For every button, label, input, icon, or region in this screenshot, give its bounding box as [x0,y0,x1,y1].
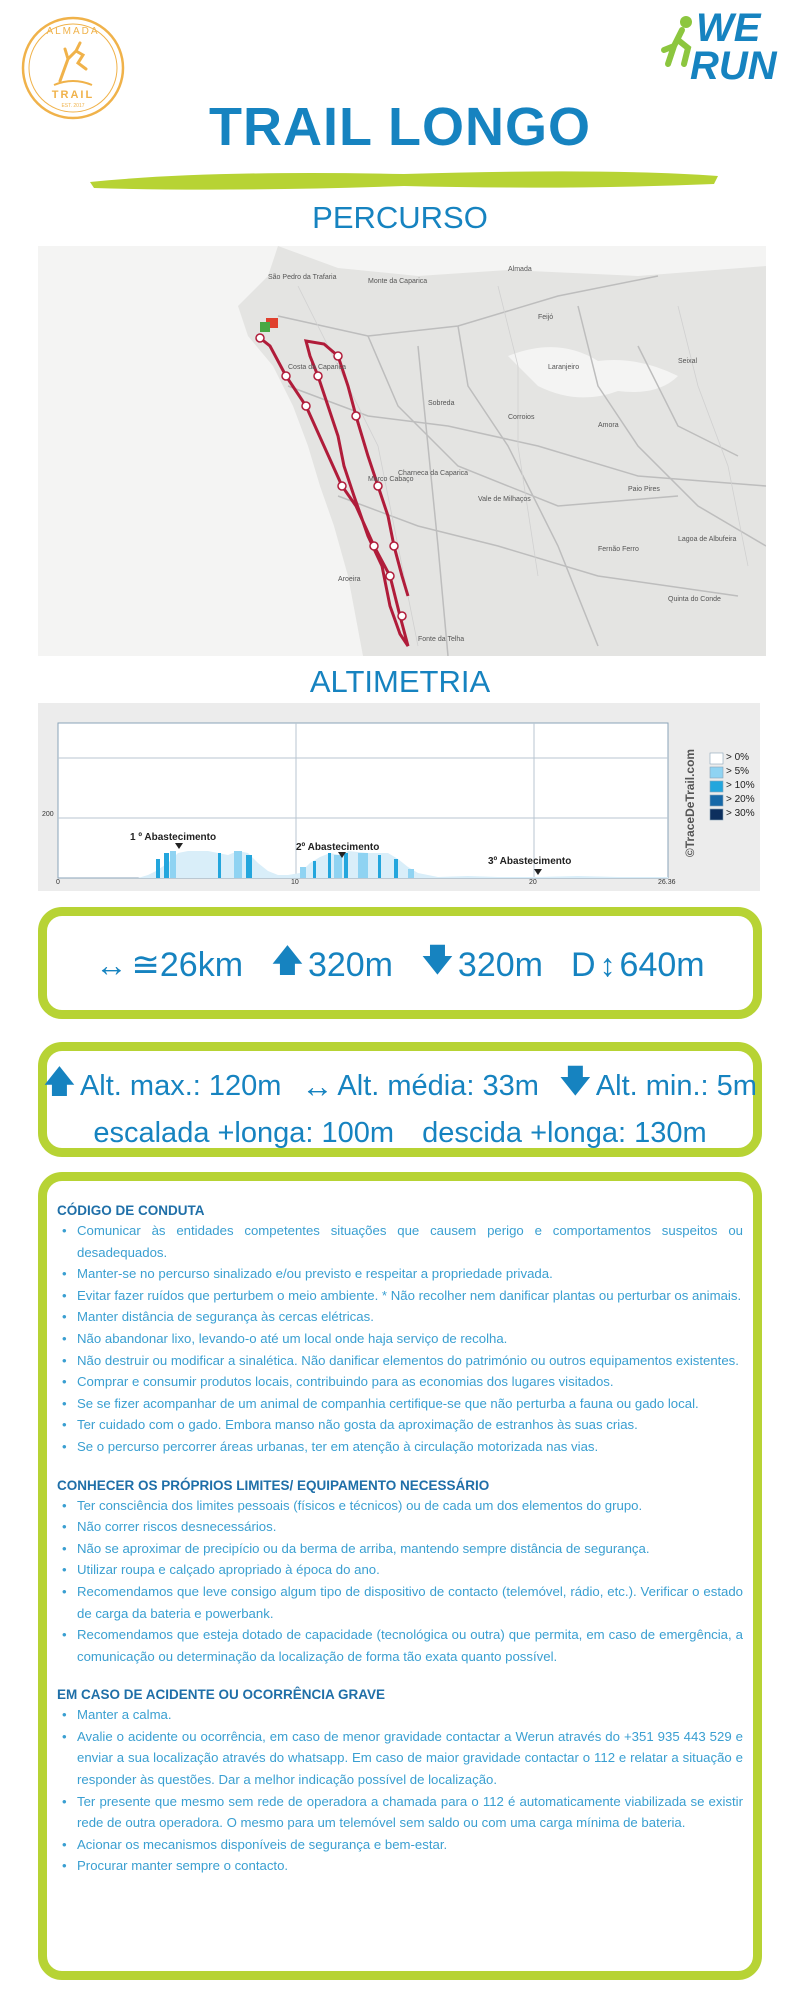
x-tick-label: 20 [529,879,537,886]
list-item: • Ter cuidado com o gado. Embora manso não gosta da aproximação de estranhos às suas crias. [57,1414,743,1436]
horizontal-arrow-icon: ↔ [95,946,128,983]
x-tick-label: 10 [291,879,299,886]
aid-station-1-label: 1 º Abastecimento [130,832,217,843]
altitude-stats-line [43,1059,757,1113]
list-item: • Se se fizer acompanhar de um animal de companhia certifique-se que não perturba a fauna ou gado local. [57,1393,743,1415]
altimetry-section-title: ALTIMETRIA [309,664,491,699]
page-title: TRAIL LONGO [209,97,591,157]
map-label: Almada [508,266,532,273]
map-label: Costa da Caparica [288,364,346,371]
map-label: Amora [598,422,619,429]
rules-box [38,1172,762,1980]
list-item: • Não abandonar lixo, levando-o até um local onde haja serviço de recolha. [57,1328,743,1350]
rules-list [57,1220,743,1458]
elevation-chart [38,703,760,891]
map-label: Fernão Ferro [598,546,639,553]
map-label: Vale de Milhaços [478,496,531,503]
alt-mean-stat [301,1068,538,1105]
longest-segments-line [47,1117,753,1150]
alt-max-value: Alt. max.: 120m [79,1069,282,1102]
list-item: • Se o percurso percorrer áreas urbanas, ter em atenção à circulação motorizada nas vias. [57,1436,743,1458]
longest-climb-stat: escalada +longa: 100m [93,1117,395,1149]
route-stats-line [47,938,753,992]
alt-max-stat [43,1059,281,1113]
map-label: Lagoa de Albufeira [678,536,737,543]
almada-logo-top-text: ALMADA [46,26,100,37]
x-tick-label: 26.36 [658,879,676,886]
alt-mean-value: Alt. média: 33m [337,1069,539,1102]
elevation-profile [38,703,760,891]
list-item: • Não destruir ou modificar a sinalética. Não danificar elementos do património ou outros equipamentos existentes. [57,1350,743,1372]
aid-station-3-label: 3º Abastecimento [488,856,572,867]
total-elevation-stat [571,946,705,985]
list-item: • Acionar os mecanismos disponíveis de segurança e bem-estar. [57,1834,743,1856]
map-label: Marco Cabaço [368,476,414,483]
altitude-stats-box [38,1042,762,1157]
legend-label: > 0% [726,752,750,763]
total-value: 640m [619,945,705,984]
ascent-value: 320m [307,945,393,984]
total-prefix: D [570,945,596,984]
map-label: Fonte da Telha [418,636,465,643]
map-label: Seixal [678,358,698,365]
map-label: Monte da Caparica [368,278,428,285]
legend-label: > 5% [726,766,750,777]
list-item: • Recomendamos que esteja dotado de capacidade (tecnológica ou outra) que permita, em caso de emergência, a comunicação ou determinação da localização de forma tão exata quanto possível. [57,1624,743,1667]
distance-value: ≅26km [131,946,244,984]
list-item: • Utilizar roupa e calçado apropriado à época do ano. [57,1559,743,1581]
almada-logo-bottom-text: TRAIL [51,89,95,101]
list-item: • Não se aproximar de precipício ou da berma de arriba, mantendo sempre distância de segurança. [57,1538,743,1560]
map-label: Sobreda [428,400,455,407]
alt-min-stat [559,1059,757,1113]
almada-logo-small-text: EST. 2017 [61,103,85,109]
werun-logo-run: RUN [690,44,777,88]
werun-logo [660,6,782,92]
list-item: • Comunicar às entidades competentes situações que causem perigo e comportamentos suspeitos ou desadequados. [57,1220,743,1263]
up-arrow-icon: 🡅 [271,942,304,978]
aid-station-2-label: 2º Abastecimento [296,842,380,853]
longest-descent-stat: descida +longa: 130m [422,1117,707,1149]
distance-stat [95,945,243,985]
list-item: • Não correr riscos desnecessários. [57,1516,743,1538]
list-item: • Evitar fazer ruídos que perturbem o meio ambiente. * Não recolher nem danificar plantas ou perturbar os animais. [57,1285,743,1307]
list-item: • Manter a calma. [57,1704,743,1726]
map-label: Corroios [508,414,535,421]
legend-label: > 30% [726,808,755,819]
list-item: • Manter distância de segurança às cercas elétricas. [57,1306,743,1328]
map-label: Laranjeiro [548,364,580,371]
list-item: • Avalie o acidente ou ocorrência, em caso de menor gravidade contactar a Werun através do +351 935 443 529 e enviar a sua localização através do whatsapp. Em caso de maior gravidade contactar o 112 e relatar a situação e responder às questões. Dar a melhor indicação possível de localização. [57,1726,743,1791]
vertical-arrow-icon: ↕ [599,946,616,983]
map-label: Quinta do Conde [668,596,721,603]
x-tick-label: 0 [56,879,60,886]
section-heading: EM CASO DE ACIDENTE OU OCORRÊNCIA GRAVE [57,1687,386,1703]
map-label: Aroeira [338,576,361,583]
list-item: • Ter consciência dos limites pessoais (físicos e técnicos) ou de cada um dos elementos do grupo. [57,1495,743,1517]
werun-logo-we: WE [696,6,761,50]
ascent-stat [271,938,393,992]
map-label: Paio Pires [628,486,660,493]
y-tick-label: 200 [42,811,54,818]
list-item: • Procurar manter sempre o contacto. [57,1855,743,1877]
route-map[interactable] [38,246,766,656]
route-section-title: PERCURSO [312,200,488,235]
down-arrow-icon: 🡇 [421,942,454,978]
descent-value: 320m [457,945,543,984]
rules-sections [57,1203,743,1877]
tracedetrail-watermark: ©TraceDeTrail.com [683,748,697,858]
list-item: • Comprar e consumir produtos locais, contribuindo para as economias dos lugares visitados. [57,1371,743,1393]
map-canvas [38,246,766,656]
map-label: São Pedro da Trafaria [268,274,337,281]
map-label: Charneca da Caparica [398,470,469,477]
section-heading: CÓDIGO DE CONDUTA [57,1203,205,1218]
rules-list [57,1495,743,1668]
horizontal-arrow-icon: ↔ [301,1067,334,1104]
legend-label: > 20% [726,794,755,805]
rules-list [57,1704,743,1877]
legend-label: > 10% [726,780,755,791]
title-underline-brush [88,166,720,192]
down-arrow-icon: 🡇 [558,1063,592,1099]
list-item: • Manter-se no percurso sinalizado e/ou previsto e respeitar a propriedade privada. [57,1263,743,1285]
list-item: • Ter presente que mesmo sem rede de operadora a chamada para o 112 é automaticamente viabilizada se existir rede de outra operadora. O mesmo para um telemóvel sem saldo ou com uma carga mínima de bateria. [57,1791,743,1834]
section-heading: CONHECER OS PRÓPRIOS LIMITES/ EQUIPAMENTO NECESSÁRIO [57,1477,490,1493]
route-stats-box [38,907,762,1019]
list-item: • Recomendamos que leve consigo algum tipo de dispositivo de contacto (telemóvel, rádio, etc.). Verificar o estado de carga da bateria e powerbank. [57,1581,743,1624]
up-arrow-icon: 🡅 [43,1063,76,1099]
descent-stat [421,938,543,992]
map-label: Feijó [538,314,554,321]
alt-min-value: Alt. min.: 5m [595,1069,757,1102]
